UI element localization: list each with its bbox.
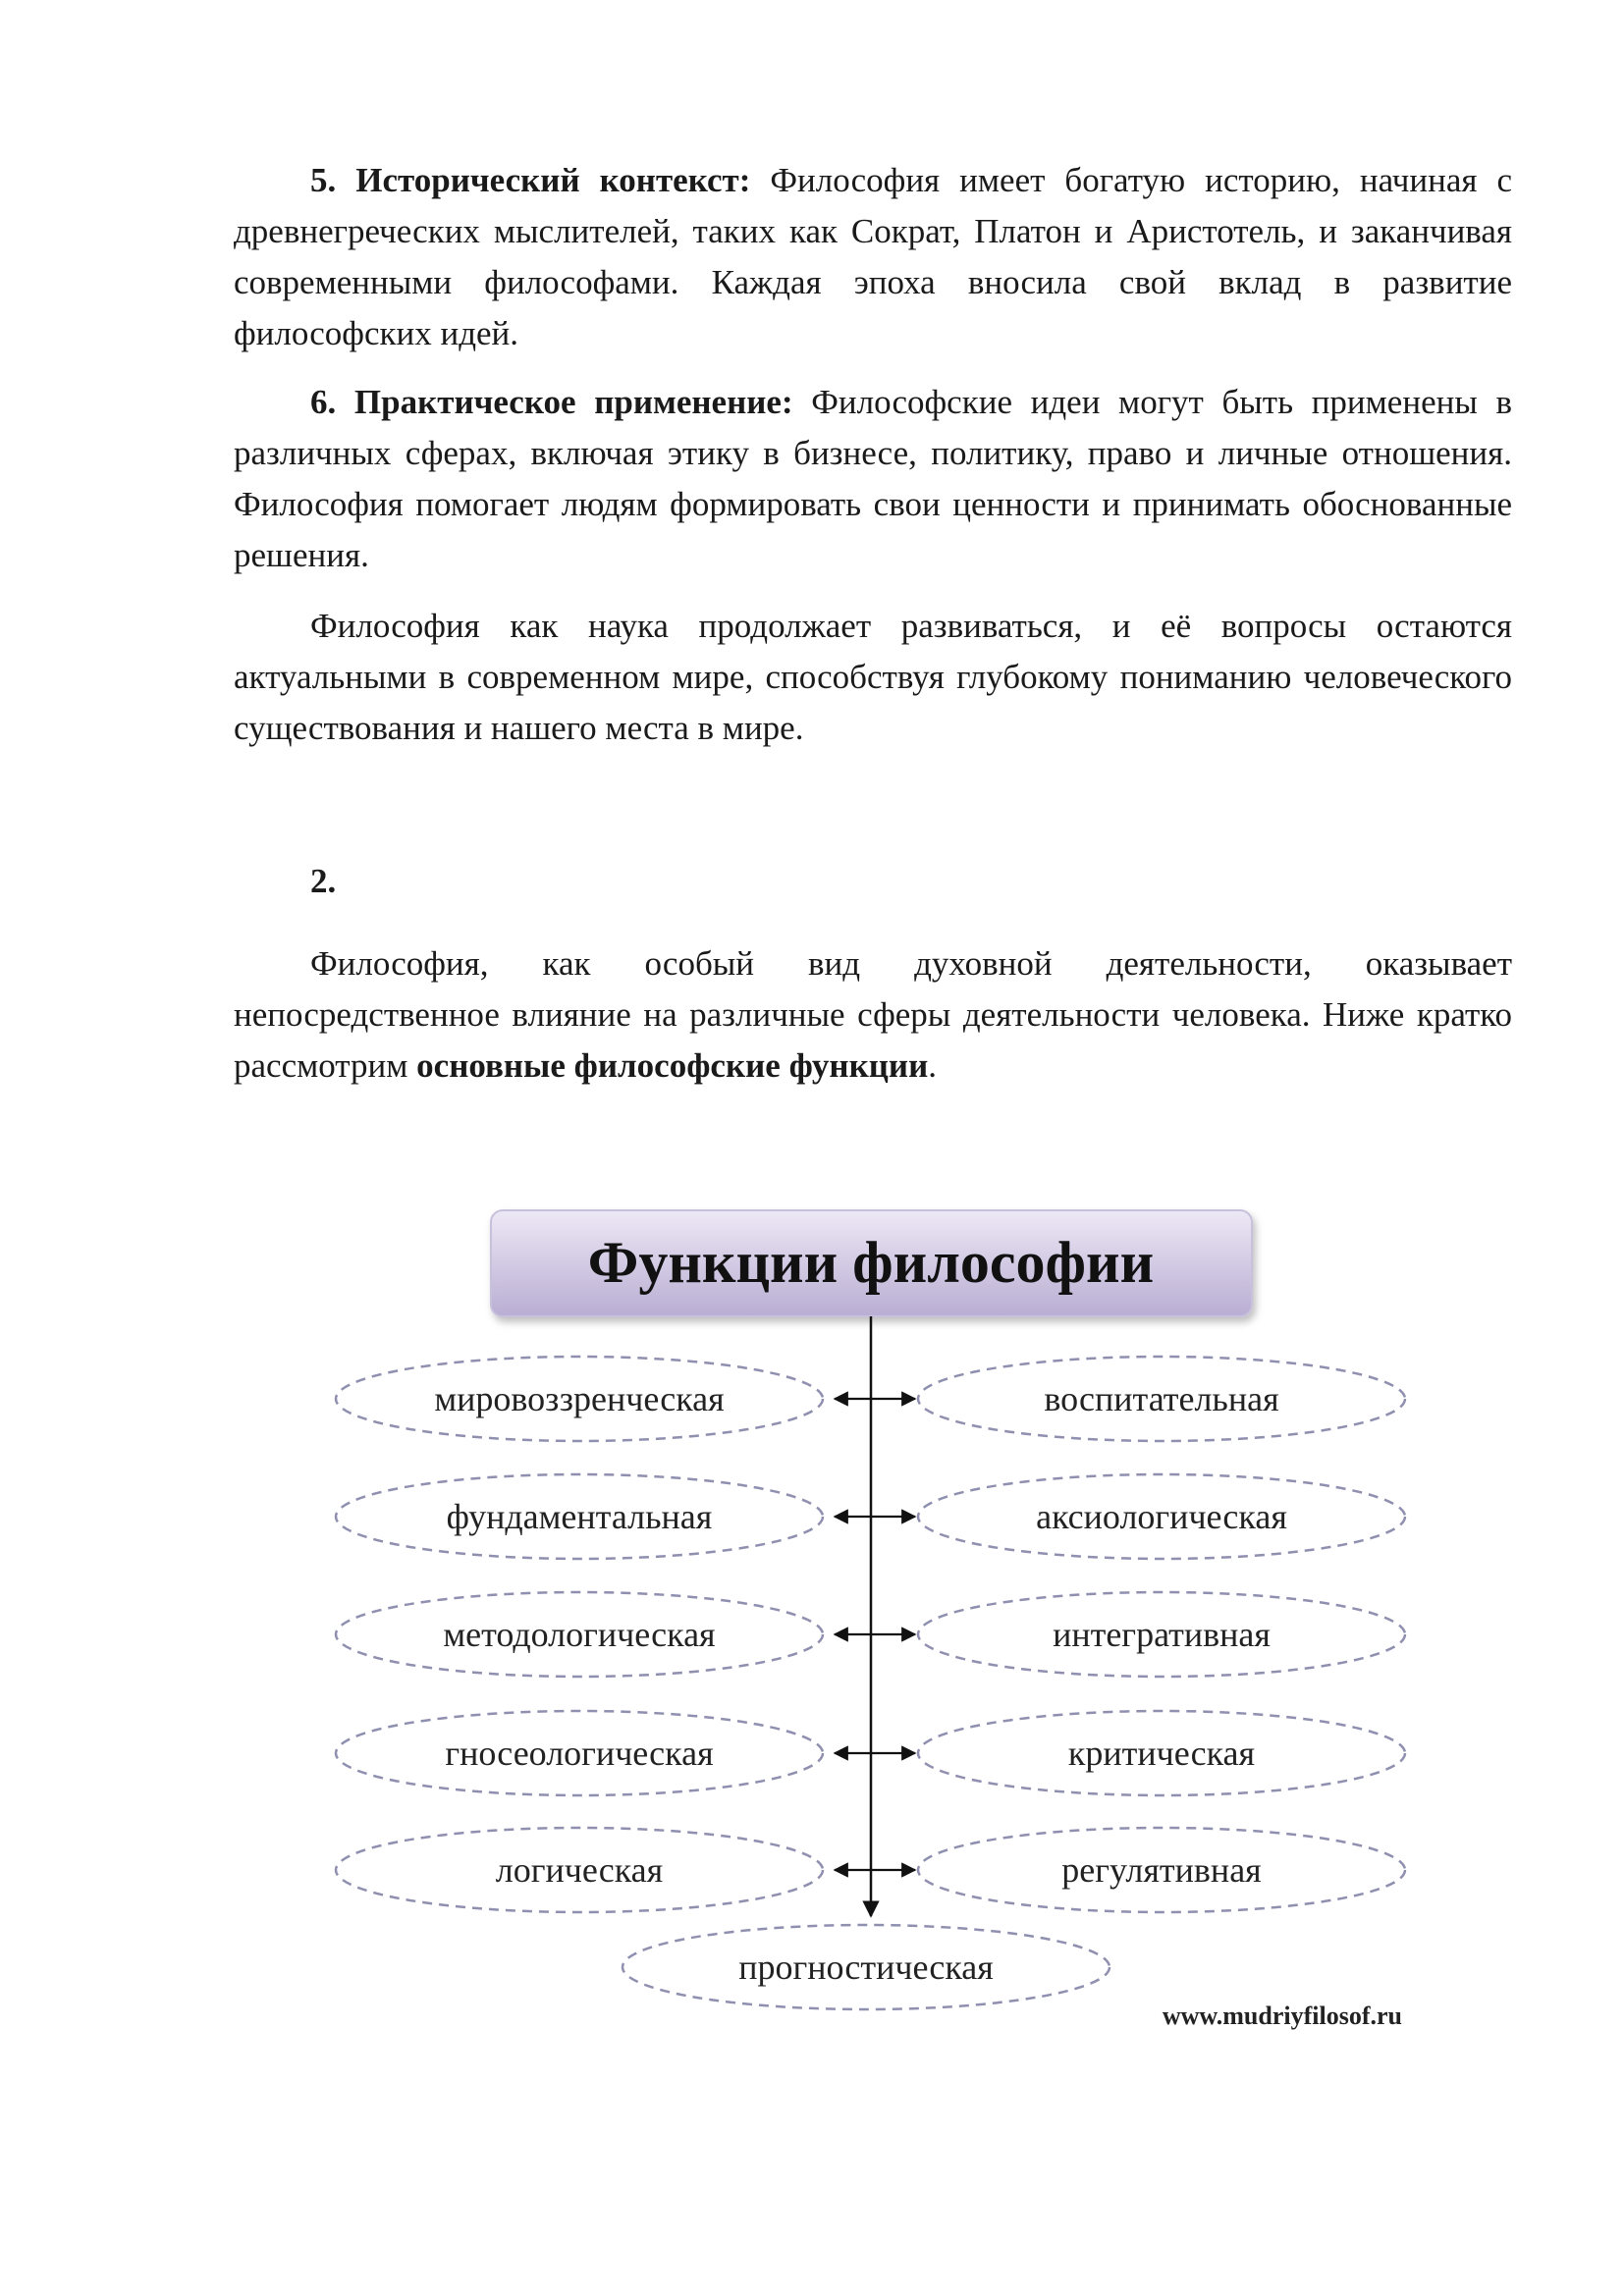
item-number: 6. bbox=[310, 383, 337, 421]
item-number: 5. bbox=[310, 161, 337, 199]
item-heading: Исторический контекст: bbox=[355, 161, 751, 199]
function-right-5-label: регулятивная bbox=[1061, 1850, 1262, 1890]
function-right-3-label: интегративная bbox=[1053, 1615, 1271, 1654]
intro-text-end: . bbox=[928, 1046, 938, 1085]
item-text: Философия имеет богатую историю, начиная с древнегреческих мыслителей, таких как Сократ, Платон и Аристотель, и заканчивая современными философами. Каждая эпоха вносила свой вклад в развитие философских идей. bbox=[234, 161, 1512, 352]
function-bottom-label: прогностическая bbox=[738, 1948, 994, 1987]
function-right-1-label: воспитательная bbox=[1044, 1379, 1279, 1418]
conclusion-text: Философия как наука продолжает развиваться, и её вопросы остаются актуальными в современном мире, способствуя глубокому пониманию человеческого существования и нашего места в мире. bbox=[234, 607, 1512, 747]
item-text: Философские идеи могут быть применены в различных сферах, включая этику в бизнесе, политику, право и личные отношения. Философия помогает людям формировать свои ценности и принимать обоснованные решения. bbox=[234, 383, 1513, 574]
intro-text: Философия, как особый вид духовной деятельности, оказывает непосредственное влияние на различные сферы деятельности человека. Ниже кратко рассмотрим bbox=[234, 944, 1512, 1085]
section-number: 2. bbox=[310, 862, 337, 900]
function-right-4-label: критическая bbox=[1067, 1734, 1256, 1773]
diagram-title: Функции философии bbox=[587, 1230, 1155, 1295]
function-left-5-label: логическая bbox=[495, 1850, 664, 1890]
function-left-2-label: фундаментальная bbox=[446, 1497, 713, 1536]
item-heading: Практическое применение: bbox=[353, 383, 793, 421]
source-url: www.mudriyfilosof.ru bbox=[1162, 2002, 1402, 2030]
function-left-4-label: гносеологическая bbox=[445, 1734, 714, 1773]
function-left-1-label: мировоззренческая bbox=[434, 1379, 725, 1418]
function-left-3-label: методологическая bbox=[443, 1615, 716, 1654]
intro-bold: основные философские функции bbox=[416, 1046, 929, 1085]
function-right-2-label: аксиологическая bbox=[1036, 1497, 1287, 1536]
